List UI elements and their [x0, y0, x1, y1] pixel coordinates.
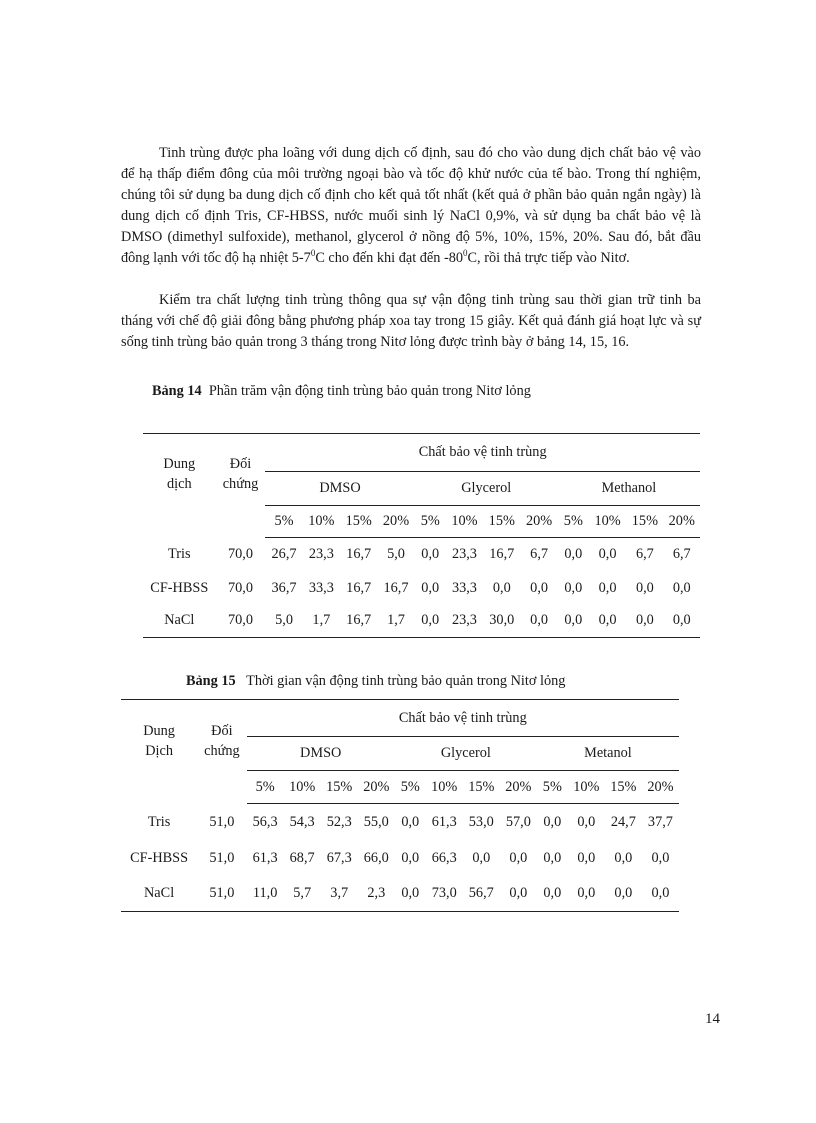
table-cell: 16,7	[383, 579, 409, 596]
table-cell: 6,7	[672, 546, 691, 563]
table-cell: 57,0	[505, 814, 531, 831]
text-span: Đối	[229, 455, 252, 472]
table-cell: 15%	[463, 771, 500, 804]
table-cell: 3,7	[330, 884, 349, 901]
table-cell: 6,7	[635, 546, 654, 563]
table-cell: 55,0	[363, 814, 389, 831]
table-cell: 37,7	[647, 814, 673, 831]
table-cell: 1,7	[312, 612, 331, 629]
table-cell: 0,0	[543, 850, 562, 866]
table-cell: 0,0	[598, 579, 617, 596]
text-span: 0	[310, 248, 316, 259]
table-cell: 5,0	[387, 546, 405, 563]
table-cell: NaCl	[143, 884, 175, 901]
table-cell: 70,0	[227, 546, 253, 562]
table-cell: 10%	[446, 506, 483, 538]
header-dmso: DMSO	[265, 472, 414, 506]
table-cell: 0,0	[577, 814, 596, 831]
table-cell: 0,0	[614, 850, 633, 866]
table14-caption	[152, 383, 531, 400]
header-methanol: Methanol	[558, 472, 700, 506]
table-cell: 20%	[500, 771, 537, 804]
table-cell: Tris	[147, 814, 171, 830]
table-cell: 0,0	[530, 579, 549, 596]
table-cell: CF-HBSS	[130, 850, 189, 866]
table-cell: 0,0	[421, 546, 440, 563]
table-cell: 16,7	[346, 612, 372, 629]
table-cell: 0,0	[577, 884, 596, 901]
table-cell: 53,0	[468, 814, 494, 831]
table-cell: 5,0	[275, 612, 293, 629]
text-span: chứng	[204, 742, 240, 759]
table-cell: 0,0	[509, 884, 528, 901]
header-control	[197, 700, 246, 804]
table-cell: 0,0	[564, 546, 583, 563]
table-cell: 10%	[568, 771, 605, 804]
table-row	[121, 842, 679, 876]
table-cell: 10%	[284, 771, 321, 804]
table-cell: 0,0	[421, 579, 440, 596]
table-cell: 56,3	[252, 814, 278, 831]
table-cell: 5%	[247, 771, 284, 804]
table-cell: 0,0	[672, 579, 691, 596]
table-cell: 1,7	[387, 612, 405, 629]
text-span: Bảng 15	[186, 673, 236, 689]
table-cell: 6,7	[530, 546, 549, 563]
table-cell: 0,0	[564, 579, 583, 596]
header-dmso: DMSO	[247, 737, 395, 771]
table-cell: 5%	[537, 771, 568, 804]
header-control	[216, 434, 266, 538]
table-cell: 26,7	[271, 546, 297, 563]
table-cell: 5%	[415, 506, 446, 538]
table-cell: 36,7	[271, 579, 297, 596]
header-glycerol: Glycerol	[415, 472, 558, 506]
text-span: Phần trăm vận động tinh trùng bảo quản trong Nitơ lỏng	[208, 383, 531, 399]
table-cell: 61,3	[431, 814, 457, 831]
table-cell: 0,0	[635, 612, 654, 629]
table-cell: 52,3	[326, 814, 352, 831]
header-solution	[121, 700, 197, 804]
paragraph-quality-check: Kiểm tra chất lượng tinh trùng thông qua sự vận động tinh trùng sau thời gian trữ tinh ba tháng với chế độ giải đông bằng phương pháp xoa tay trong 15 giây. Kết quả đánh giá hoạt lực và sự sống tinh trùng bảo quản trong 3 tháng trong Nitơ lỏng được trình bày ở bảng 14, 15, 16.	[121, 292, 701, 350]
table-cell: 2,3	[367, 884, 386, 901]
table-cell: 20%	[520, 506, 557, 538]
table-cell: 0,0	[577, 850, 596, 866]
table-cell: 0,0	[543, 814, 562, 831]
table-cell: 67,3	[326, 850, 352, 866]
table-cell: 68,7	[289, 850, 315, 866]
header-solution	[143, 434, 216, 538]
table-cell: 20%	[642, 771, 679, 804]
table-row	[121, 804, 679, 842]
table-cell: 33,3	[451, 579, 477, 596]
text-span: C, rồi thả trực tiếp vào Nitơ.	[467, 250, 630, 266]
table-cell: 5,7	[293, 884, 312, 901]
table15-caption	[186, 673, 565, 690]
table-cell: 15%	[321, 771, 358, 804]
table-15	[121, 699, 679, 912]
table-cell: 0,0	[598, 546, 617, 563]
text-span: dịch	[166, 475, 192, 492]
table-14	[143, 433, 700, 638]
table-row	[143, 572, 700, 605]
table-cell: NaCl	[164, 612, 195, 629]
table-cell: 5%	[265, 506, 302, 538]
header-glycerol: Glycerol	[395, 737, 537, 771]
table-cell: 54,3	[289, 814, 315, 831]
table-cell: 11,0	[252, 884, 278, 901]
text-span: Dịch	[145, 742, 173, 759]
table-cell: 0,0	[651, 884, 670, 901]
table-cell: 5%	[558, 506, 589, 538]
table-cell: Tris	[168, 546, 191, 562]
text-span: Bảng 14	[152, 383, 202, 399]
table-cell: 0,0	[472, 850, 491, 866]
text-span: Dung	[143, 722, 175, 739]
table-cell: CF-HBSS	[150, 579, 209, 596]
table-cell: 56,7	[468, 884, 494, 901]
table-cell: 10%	[303, 506, 340, 538]
table-cell: 20%	[664, 506, 700, 538]
table-cell: 33,3	[308, 579, 334, 596]
table-cell: 0,0	[401, 850, 420, 866]
table-cell: 16,7	[489, 546, 515, 563]
table-cell: 66,0	[363, 850, 389, 866]
table-cell: 16,7	[346, 579, 372, 596]
table-cell: 61,3	[252, 850, 278, 866]
table-cell: 23,3	[451, 612, 477, 629]
table-cell: 0,0	[598, 612, 617, 629]
table-cell: 23,3	[451, 546, 477, 563]
text-span: 0	[463, 248, 468, 259]
table-row	[143, 605, 700, 638]
text-span: Dung	[163, 455, 196, 472]
header-protectant-group: Chất bảo vệ tinh trùng	[247, 700, 679, 737]
table-cell: 51,0	[209, 884, 235, 901]
table-cell: 15%	[605, 771, 642, 804]
text-span: Đối	[211, 722, 233, 739]
table-cell: 15%	[626, 506, 663, 538]
text-span: C cho đến khi đạt đến -80	[315, 250, 464, 266]
table-cell: 23,3	[308, 546, 334, 563]
table-cell: 73,0	[431, 884, 457, 901]
table-cell: 5%	[395, 771, 426, 804]
table-cell: 0,0	[543, 884, 562, 901]
table-cell: 15%	[483, 506, 520, 538]
table-cell: 10%	[589, 506, 626, 538]
table-cell: 20%	[358, 771, 395, 804]
table-cell: 30,0	[489, 612, 515, 629]
table-cell: 0,0	[509, 850, 528, 866]
table-row	[143, 538, 700, 572]
table-cell: 10%	[426, 771, 463, 804]
table-cell: 0,0	[401, 884, 420, 901]
table-cell: 0,0	[651, 850, 670, 866]
table-cell: 24,7	[610, 814, 636, 831]
text-span: chứng	[222, 475, 259, 492]
table-cell: 20%	[377, 506, 414, 538]
header-metanol: Metanol	[537, 737, 679, 771]
table-cell: 0,0	[672, 612, 691, 629]
paragraph-cryopreservation-method	[121, 143, 701, 269]
table-cell: 0,0	[564, 612, 583, 629]
page-number: 14	[705, 1011, 720, 1027]
table-cell: 0,0	[530, 612, 549, 629]
table-cell: 16,7	[346, 546, 372, 563]
table-cell: 0,0	[421, 612, 440, 629]
table-row	[121, 876, 679, 912]
table-cell: 0,0	[635, 579, 654, 596]
table-cell: 70,0	[227, 612, 253, 629]
table-cell: 66,3	[431, 850, 457, 866]
table-cell: 0,0	[614, 884, 633, 901]
table-cell: 0,0	[401, 814, 420, 831]
table-cell: 70,0	[227, 579, 253, 596]
text-span: Thời gian vận động tinh trùng bảo quản trong Nitơ lỏng	[246, 673, 566, 689]
table-cell: 0,0	[492, 579, 511, 596]
table-cell: 51,0	[209, 814, 235, 830]
table-cell: 15%	[340, 506, 377, 538]
text-span: Tinh trùng được pha loãng với dung dịch cố định, sau đó cho vào dung dịch chất bảo vệ vào để hạ thấp điểm đông của môi trường ngoại bào và tốc độ khử nước của tế bào. Trong thí nghiệm, chúng tôi sử dụng ba dung dịch cố định cho kết quả tốt nhất (kết quả ở phần bảo quản ngắn ngày) là dung dịch cố định Tris, CF-HBSS, nước muối sinh lý NaCl 0,9%, và sử dụng ba chất bảo vệ là DMSO (dimethyl sulfoxide), methanol, glycerol ở nồng độ 5%, 10%, 15%, 20%. Sau đó, bắt đầu đông lạnh với tốc độ hạ nhiệt 5-7	[121, 145, 701, 266]
table-cell: 51,0	[209, 850, 235, 866]
header-protectant-group: Chất bảo vệ tinh trùng	[265, 434, 700, 472]
